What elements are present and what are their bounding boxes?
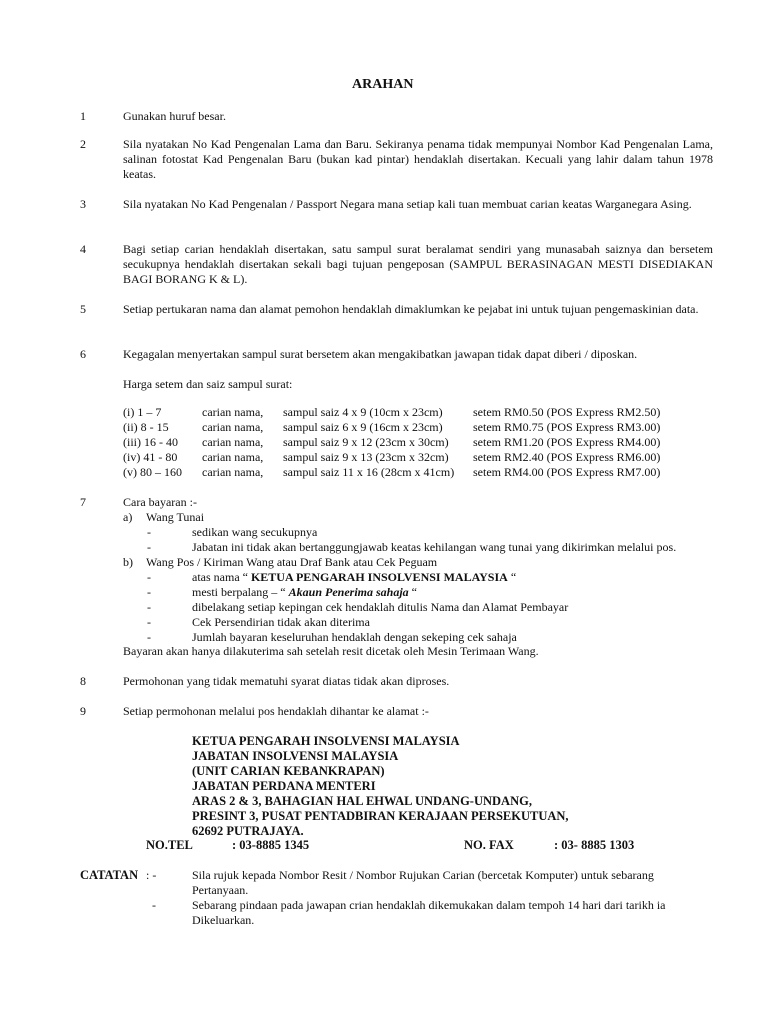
item-number: 8	[80, 674, 86, 688]
pricing-type: carian nama,	[202, 435, 264, 449]
pricing-range: (iii) 16 - 40	[123, 435, 178, 449]
fax-value: : 03- 8885 1303	[554, 838, 635, 852]
pricing-price: setem RM1.20 (POS Express RM4.00)	[473, 435, 661, 449]
bullet-text: sedikan wang secukupnya	[192, 525, 318, 539]
pricing-size: sampul saiz 6 x 9 (16cm x 23cm)	[283, 420, 443, 434]
pricing-range: (v) 80 – 160	[123, 465, 182, 479]
payment-footer: Bayaran akan hanya dilakuterima sah setelah resit dicetak oleh Mesin Terimaan Wang.	[123, 644, 539, 658]
address-line: PRESINT 3, PUSAT PENTADBIRAN KERAJAAN PERSEKUTUAN,	[192, 809, 569, 823]
pricing-type: carian nama,	[202, 405, 264, 419]
bullet-suffix: “	[507, 570, 517, 584]
payment-heading: Cara bayaran :-	[123, 495, 197, 509]
tel-label: NO.TEL	[146, 838, 193, 852]
bullet-dash: -	[147, 585, 151, 599]
bullet-text: Jabatan ini tidak akan bertanggungjawab keatas kehilangan wang tunai yang dikirimkan melalui pos.	[192, 540, 677, 554]
catatan-separator: : -	[146, 868, 157, 882]
address-line: (UNIT CARIAN KEBANKRAPAN)	[192, 764, 385, 778]
item-number: 4	[80, 242, 86, 256]
bullet-dash: -	[147, 615, 151, 629]
item-text: Setiap pertukaran nama dan alamat pemohon hendaklah dimaklumkan ke pejabat ini untuk tujuan pengemaskinian data.	[123, 302, 699, 316]
bullet-dash: -	[147, 540, 151, 554]
address-line: ARAS 2 & 3, BAHAGIAN HAL EHWAL UNDANG-UNDANG,	[192, 794, 532, 808]
pricing-range: (i) 1 – 7	[123, 405, 162, 419]
catatan-note: Sila rujuk kepada Nombor Resit / Nombor Rujukan Carian (bercetak Komputer) untuk sebarang Pertanyaan.	[192, 868, 654, 897]
item-number: 7	[80, 495, 86, 509]
item-text: Setiap permohonan melalui pos hendaklah dihantar ke alamat :-	[123, 704, 429, 718]
pricing-type: carian nama,	[202, 465, 264, 479]
pricing-price: setem RM0.50 (POS Express RM2.50)	[473, 405, 661, 419]
fax-label: NO. FAX	[464, 838, 514, 852]
pricing-type: carian nama,	[202, 420, 264, 434]
bullet-text	[192, 570, 516, 585]
pricing-size: sampul saiz 11 x 16 (28cm x 41cm)	[283, 465, 455, 479]
catatan-note: Sebarang pindaan pada jawapan crian hendaklah dikemukakan dalam tempoh 14 hari dari tarikh ia Dikeluarkan.	[192, 898, 666, 927]
catatan-label: CATATAN	[80, 868, 139, 882]
pricing-price: setem RM2.40 (POS Express RM6.00)	[473, 450, 661, 464]
option-label: a)	[123, 510, 133, 524]
option-title: Wang Tunai	[146, 510, 205, 524]
item-text: Gunakan huruf besar.	[123, 109, 226, 123]
bullet-dash: -	[147, 600, 151, 614]
option-title: Wang Pos / Kiriman Wang atau Draf Bank atau Cek Peguam	[146, 555, 438, 569]
pricing-type: carian nama,	[202, 450, 264, 464]
bullet-dash: -	[147, 630, 151, 644]
item-number: 9	[80, 704, 86, 718]
option-label: b)	[123, 555, 133, 569]
item-number: 1	[80, 109, 86, 123]
bullet-dash: -	[152, 898, 156, 912]
pricing-price: setem RM4.00 (POS Express RM7.00)	[473, 465, 661, 479]
item-number: 3	[80, 197, 86, 211]
item-text: Permohonan yang tidak mematuhi syarat diatas tidak akan diproses.	[123, 674, 450, 688]
bullet-dash: -	[147, 525, 151, 539]
pricing-range: (ii) 8 - 15	[123, 420, 169, 434]
bullet-prefix: mesti berpalang – “	[192, 585, 289, 599]
item-text: Sila nyatakan No Kad Pengenalan Lama dan Baru. Sekiranya penama tidak mempunyai Nombor Kad Pengenalan Lama, salinan fotostat Kad Pengenalan Baru (bukan kad pintar) hendaklah disertakan. Kecuali yang lahir dalam tahun 1978 keatas.	[123, 137, 713, 181]
bullet-suffix: “	[408, 585, 417, 599]
item-number: 2	[80, 137, 86, 151]
bullet-dash: -	[147, 570, 151, 584]
item-text: Kegagalan menyertakan sampul surat bersetem akan mengakibatkan jawapan tidak dapat diberi / diposkan.	[123, 347, 638, 361]
bullet-text	[192, 585, 417, 600]
bullet-text: Cek Persendirian tidak akan diterima	[192, 615, 370, 629]
crossing-note: Akaun Penerima sahaja	[288, 585, 409, 599]
item-number: 6	[80, 347, 86, 361]
bullet-text: dibelakang setiap kepingan cek hendaklah ditulis Nama dan Alamat Pembayar	[192, 600, 569, 614]
pricing-range: (iv) 41 - 80	[123, 450, 178, 464]
pricing-price: setem RM0.75 (POS Express RM3.00)	[473, 420, 661, 434]
payee-name: KETUA PENGARAH INSOLVENSI MALAYSIA	[250, 570, 508, 584]
pricing-size: sampul saiz 9 x 13 (23cm x 32cm)	[283, 450, 449, 464]
address-line: 62692 PUTRAJAYA.	[192, 824, 304, 838]
tel-value: : 03-8885 1345	[232, 838, 310, 852]
address-line: JABATAN INSOLVENSI MALAYSIA	[192, 749, 399, 763]
pricing-heading: Harga setem dan saiz sampul surat:	[123, 377, 293, 391]
item-number: 5	[80, 302, 86, 316]
item-text: Sila nyatakan No Kad Pengenalan / Passport Negara mana setiap kali tuan membuat carian keatas Warganegara Asing.	[123, 197, 692, 211]
bullet-prefix: atas nama “	[192, 570, 251, 584]
pricing-size: sampul saiz 4 x 9 (10cm x 23cm)	[283, 405, 443, 419]
item-text: Bagi setiap carian hendaklah disertakan, satu sampul surat beralamat sendiri yang munasabah saiznya dan bersetem secukupnya hendaklah disertakan sekali bagi tujuan pengeposan (SAMPUL BERASINAGAN MESTI DISEDIAKAN BAGI BORANG K & L).	[123, 242, 713, 286]
pricing-size: sampul saiz 9 x 12 (23cm x 30cm)	[283, 435, 449, 449]
address-line: JABATAN PERDANA MENTERI	[192, 779, 376, 793]
bullet-text: Jumlah bayaran keseluruhan hendaklah dengan sekeping cek sahaja	[192, 630, 517, 644]
address-line: KETUA PENGARAH INSOLVENSI MALAYSIA	[192, 734, 460, 748]
page-title: ARAHAN	[352, 77, 414, 92]
